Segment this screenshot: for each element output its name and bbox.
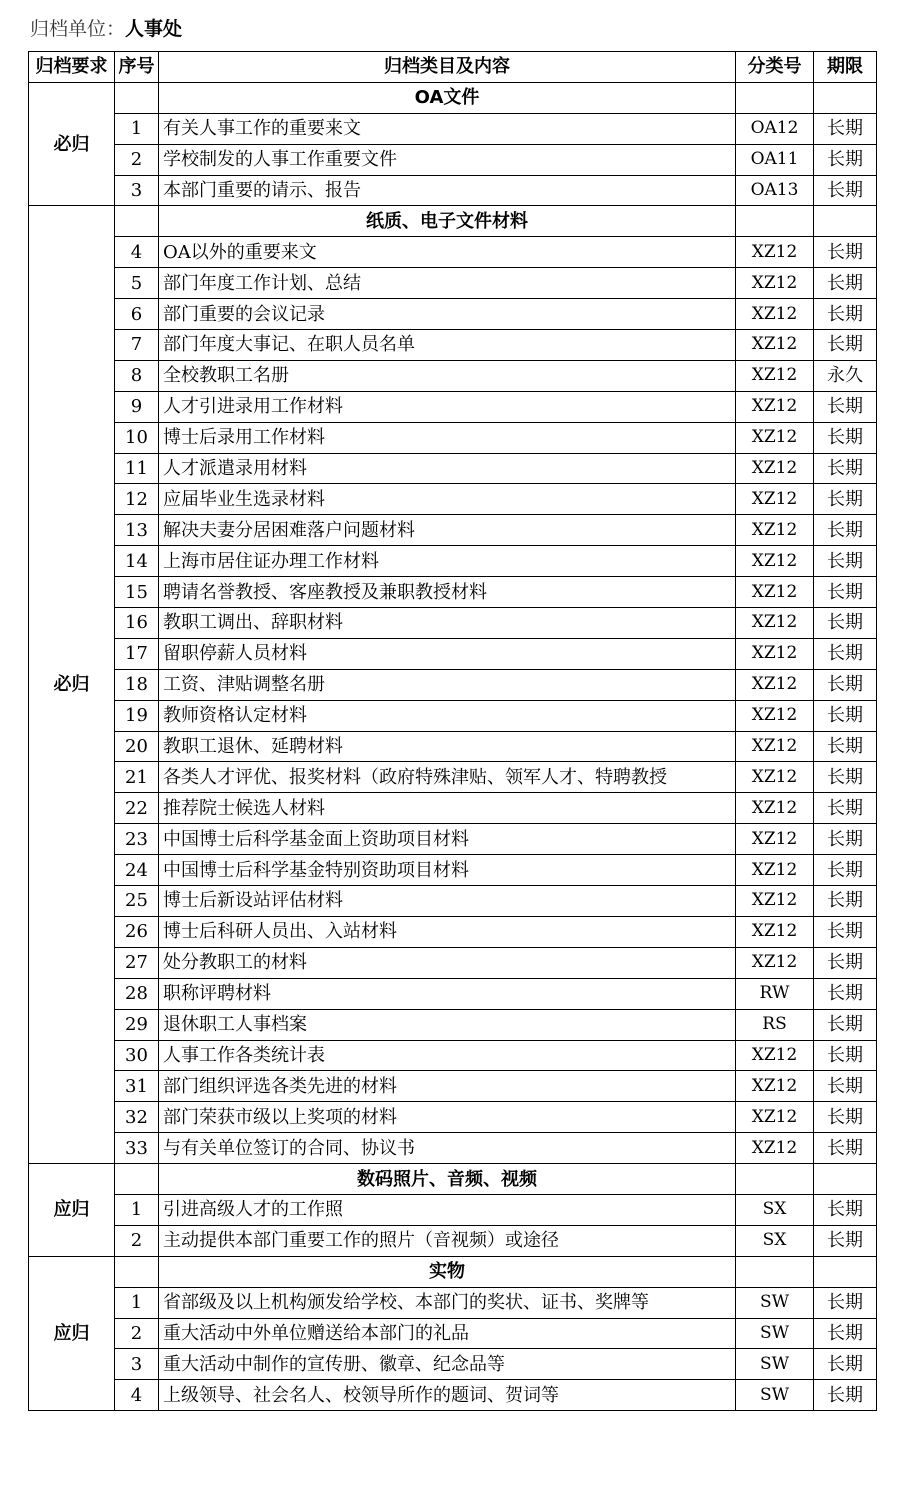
empty-cell [115, 1164, 159, 1195]
seq-cell: 16 [115, 608, 159, 639]
code-cell: XZ12 [736, 669, 814, 700]
content-cell: 教职工退休、延聘材料 [159, 731, 736, 762]
section-title: 数码照片、音频、视频 [159, 1164, 736, 1195]
table-row [29, 916, 877, 947]
code-cell: XZ12 [736, 824, 814, 855]
term-cell: 长期 [814, 1194, 877, 1225]
seq-cell: 3 [115, 1349, 159, 1380]
requirement-cell: 应归 [29, 1256, 115, 1410]
table-row [29, 1071, 877, 1102]
content-cell: 上海市居住证办理工作材料 [159, 546, 736, 577]
table-row [29, 1287, 877, 1318]
content-cell: 主动提供本部门重要工作的照片（音视频）或途径 [159, 1225, 736, 1256]
empty-cell [736, 206, 814, 237]
requirement-cell: 应归 [29, 1164, 115, 1257]
content-cell: 上级领导、社会名人、校领导所作的题词、贺词等 [159, 1380, 736, 1411]
section-row [29, 1164, 877, 1195]
seq-cell: 9 [115, 391, 159, 422]
content-cell: 部门年度大事记、在职人员名单 [159, 330, 736, 361]
term-cell: 长期 [814, 144, 877, 175]
term-cell: 长期 [814, 608, 877, 639]
seq-cell: 13 [115, 515, 159, 546]
seq-cell: 27 [115, 947, 159, 978]
empty-cell [115, 206, 159, 237]
section-title: 实物 [159, 1256, 736, 1287]
table-row [29, 855, 877, 886]
content-cell: 中国博士后科学基金面上资助项目材料 [159, 824, 736, 855]
content-cell: 聘请名誉教授、客座教授及兼职教授材料 [159, 577, 736, 608]
table-row [29, 1349, 877, 1380]
seq-cell: 31 [115, 1071, 159, 1102]
table-row [29, 700, 877, 731]
term-cell: 长期 [814, 1318, 877, 1349]
content-cell: 应届毕业生选录材料 [159, 484, 736, 515]
content-cell: 退休职工人事档案 [159, 1009, 736, 1040]
content-cell: 各类人才评优、报奖材料（政府特殊津贴、领军人才、特聘教授 [159, 762, 736, 793]
term-cell: 长期 [814, 515, 877, 546]
header-code: 分类号 [736, 52, 814, 83]
seq-cell: 14 [115, 546, 159, 577]
table-row [29, 577, 877, 608]
term-cell: 长期 [814, 113, 877, 144]
content-cell: 人才引进录用工作材料 [159, 391, 736, 422]
seq-cell: 1 [115, 1194, 159, 1225]
code-cell: XZ12 [736, 391, 814, 422]
term-cell: 长期 [814, 824, 877, 855]
content-cell: 部门年度工作计划、总结 [159, 268, 736, 299]
content-cell: 全校教职工名册 [159, 360, 736, 391]
content-cell: 部门组织评选各类先进的材料 [159, 1071, 736, 1102]
term-cell: 长期 [814, 237, 877, 268]
seq-cell: 23 [115, 824, 159, 855]
seq-cell: 26 [115, 916, 159, 947]
code-cell: XZ12 [736, 330, 814, 361]
code-cell: XZ12 [736, 453, 814, 484]
content-cell: 博士后录用工作材料 [159, 422, 736, 453]
content-cell: 人事工作各类统计表 [159, 1040, 736, 1071]
content-cell: 处分教职工的材料 [159, 947, 736, 978]
seq-cell: 22 [115, 793, 159, 824]
term-cell: 长期 [814, 1071, 877, 1102]
term-cell: 长期 [814, 793, 877, 824]
code-cell: XZ12 [736, 422, 814, 453]
table-row [29, 1318, 877, 1349]
code-cell: XZ12 [736, 731, 814, 762]
table-row [29, 113, 877, 144]
term-cell: 长期 [814, 1133, 877, 1164]
content-cell: OA以外的重要来文 [159, 237, 736, 268]
term-cell: 长期 [814, 886, 877, 917]
code-cell: SW [736, 1287, 814, 1318]
table-row [29, 299, 877, 330]
code-cell: XZ12 [736, 1133, 814, 1164]
code-cell: XZ12 [736, 515, 814, 546]
table-row [29, 978, 877, 1009]
seq-cell: 1 [115, 113, 159, 144]
term-cell: 长期 [814, 484, 877, 515]
code-cell: XZ12 [736, 360, 814, 391]
seq-cell: 19 [115, 700, 159, 731]
code-cell: XZ12 [736, 916, 814, 947]
code-cell: XZ12 [736, 577, 814, 608]
table-row [29, 1194, 877, 1225]
term-cell: 长期 [814, 1225, 877, 1256]
seq-cell: 5 [115, 268, 159, 299]
empty-cell [814, 206, 877, 237]
content-cell: 重大活动中制作的宣传册、徽章、纪念品等 [159, 1349, 736, 1380]
code-cell: RS [736, 1009, 814, 1040]
empty-cell [115, 82, 159, 113]
code-cell: XZ12 [736, 886, 814, 917]
table-row [29, 1009, 877, 1040]
term-cell: 长期 [814, 330, 877, 361]
code-cell: XZ12 [736, 947, 814, 978]
seq-cell: 2 [115, 1318, 159, 1349]
table-row [29, 669, 877, 700]
header-seq: 序号 [115, 52, 159, 83]
term-cell: 长期 [814, 268, 877, 299]
archive-table [28, 51, 877, 1411]
seq-cell: 18 [115, 669, 159, 700]
seq-cell: 6 [115, 299, 159, 330]
seq-cell: 17 [115, 638, 159, 669]
term-cell: 长期 [814, 546, 877, 577]
seq-cell: 28 [115, 978, 159, 1009]
table-row [29, 237, 877, 268]
content-cell: 与有关单位签订的合同、协议书 [159, 1133, 736, 1164]
code-cell: XZ12 [736, 793, 814, 824]
code-cell: SX [736, 1194, 814, 1225]
table-row [29, 546, 877, 577]
table-row [29, 1102, 877, 1133]
code-cell: XZ12 [736, 855, 814, 886]
seq-cell: 2 [115, 144, 159, 175]
table-row [29, 1040, 877, 1071]
content-cell: 博士后新设站评估材料 [159, 886, 736, 917]
archive-unit [30, 14, 182, 41]
code-cell: SW [736, 1349, 814, 1380]
seq-cell: 30 [115, 1040, 159, 1071]
content-cell: 省部级及以上机构颁发给学校、本部门的奖状、证书、奖牌等 [159, 1287, 736, 1318]
code-cell: XZ12 [736, 546, 814, 577]
term-cell: 长期 [814, 731, 877, 762]
seq-cell: 8 [115, 360, 159, 391]
term-cell: 长期 [814, 1040, 877, 1071]
table-row [29, 268, 877, 299]
content-cell: 学校制发的人事工作重要文件 [159, 144, 736, 175]
seq-cell: 15 [115, 577, 159, 608]
code-cell: RW [736, 978, 814, 1009]
term-cell: 长期 [814, 1009, 877, 1040]
table-row [29, 360, 877, 391]
requirement-cell: 必归 [29, 82, 115, 206]
code-cell: XZ12 [736, 638, 814, 669]
table-row [29, 391, 877, 422]
content-cell: 引进高级人才的工作照 [159, 1194, 736, 1225]
table-row [29, 515, 877, 546]
code-cell: SX [736, 1225, 814, 1256]
empty-cell [736, 1256, 814, 1287]
code-cell: XZ12 [736, 608, 814, 639]
code-cell: XZ12 [736, 1102, 814, 1133]
content-cell: 本部门重要的请示、报告 [159, 175, 736, 206]
term-cell: 长期 [814, 762, 877, 793]
empty-cell [115, 1256, 159, 1287]
content-cell: 留职停薪人员材料 [159, 638, 736, 669]
table-row [29, 1133, 877, 1164]
content-cell: 部门重要的会议记录 [159, 299, 736, 330]
content-cell: 工资、津贴调整名册 [159, 669, 736, 700]
term-cell: 长期 [814, 1380, 877, 1411]
term-cell: 长期 [814, 638, 877, 669]
content-cell: 部门荣获市级以上奖项的材料 [159, 1102, 736, 1133]
term-cell: 长期 [814, 700, 877, 731]
table-row [29, 793, 877, 824]
seq-cell: 4 [115, 237, 159, 268]
content-cell: 中国博士后科学基金特别资助项目材料 [159, 855, 736, 886]
term-cell: 长期 [814, 422, 877, 453]
content-cell: 教职工调出、辞职材料 [159, 608, 736, 639]
term-cell: 长期 [814, 947, 877, 978]
archive-unit-value: 人事处 [125, 18, 183, 40]
term-cell: 长期 [814, 1287, 877, 1318]
code-cell: XZ12 [736, 299, 814, 330]
content-cell: 解决夫妻分居困难落户问题材料 [159, 515, 736, 546]
table-header-row [29, 52, 877, 83]
content-cell: 重大活动中外单位赠送给本部门的礼品 [159, 1318, 736, 1349]
empty-cell [736, 1164, 814, 1195]
code-cell: XZ12 [736, 700, 814, 731]
table-body [29, 82, 877, 1410]
archive-unit-label: 归档单位： [30, 18, 126, 40]
section-row [29, 82, 877, 113]
table-row [29, 638, 877, 669]
seq-cell: 1 [115, 1287, 159, 1318]
term-cell: 长期 [814, 175, 877, 206]
code-cell: OA12 [736, 113, 814, 144]
term-cell: 长期 [814, 1102, 877, 1133]
term-cell: 长期 [814, 453, 877, 484]
section-title: 纸质、电子文件材料 [159, 206, 736, 237]
code-cell: OA13 [736, 175, 814, 206]
header-requirement: 归档要求 [29, 52, 115, 83]
seq-cell: 20 [115, 731, 159, 762]
table-row [29, 453, 877, 484]
empty-cell [814, 1164, 877, 1195]
section-title: OA文件 [159, 82, 736, 113]
section-row [29, 206, 877, 237]
empty-cell [814, 1256, 877, 1287]
term-cell: 长期 [814, 855, 877, 886]
term-cell: 长期 [814, 978, 877, 1009]
seq-cell: 21 [115, 762, 159, 793]
code-cell: SW [736, 1318, 814, 1349]
seq-cell: 33 [115, 1133, 159, 1164]
content-cell: 推荐院士候选人材料 [159, 793, 736, 824]
content-cell: 博士后科研人员出、入站材料 [159, 916, 736, 947]
code-cell: XZ12 [736, 762, 814, 793]
seq-cell: 3 [115, 175, 159, 206]
code-cell: OA11 [736, 144, 814, 175]
seq-cell: 7 [115, 330, 159, 361]
code-cell: XZ12 [736, 484, 814, 515]
section-row [29, 1256, 877, 1287]
term-cell: 永久 [814, 360, 877, 391]
content-cell: 人才派遣录用材料 [159, 453, 736, 484]
table-row [29, 762, 877, 793]
table-row [29, 886, 877, 917]
table-row [29, 824, 877, 855]
seq-cell: 12 [115, 484, 159, 515]
code-cell: SW [736, 1380, 814, 1411]
term-cell: 长期 [814, 391, 877, 422]
seq-cell: 11 [115, 453, 159, 484]
header-term: 期限 [814, 52, 877, 83]
term-cell: 长期 [814, 1349, 877, 1380]
term-cell: 长期 [814, 916, 877, 947]
table-row [29, 484, 877, 515]
seq-cell: 4 [115, 1380, 159, 1411]
table-row [29, 175, 877, 206]
table-row [29, 422, 877, 453]
content-cell: 教师资格认定材料 [159, 700, 736, 731]
seq-cell: 32 [115, 1102, 159, 1133]
seq-cell: 25 [115, 886, 159, 917]
table-row [29, 330, 877, 361]
seq-cell: 24 [115, 855, 159, 886]
code-cell: XZ12 [736, 1071, 814, 1102]
table-row [29, 1225, 877, 1256]
table-row [29, 731, 877, 762]
seq-cell: 10 [115, 422, 159, 453]
term-cell: 长期 [814, 577, 877, 608]
header-content: 归档类目及内容 [159, 52, 736, 83]
content-cell: 有关人事工作的重要来文 [159, 113, 736, 144]
table-row [29, 947, 877, 978]
content-cell: 职称评聘材料 [159, 978, 736, 1009]
code-cell: XZ12 [736, 268, 814, 299]
empty-cell [814, 82, 877, 113]
code-cell: XZ12 [736, 1040, 814, 1071]
seq-cell: 2 [115, 1225, 159, 1256]
term-cell: 长期 [814, 669, 877, 700]
seq-cell: 29 [115, 1009, 159, 1040]
table-row [29, 608, 877, 639]
table-row [29, 1380, 877, 1411]
code-cell: XZ12 [736, 237, 814, 268]
empty-cell [736, 82, 814, 113]
requirement-cell: 必归 [29, 206, 115, 1164]
table-row [29, 144, 877, 175]
term-cell: 长期 [814, 299, 877, 330]
